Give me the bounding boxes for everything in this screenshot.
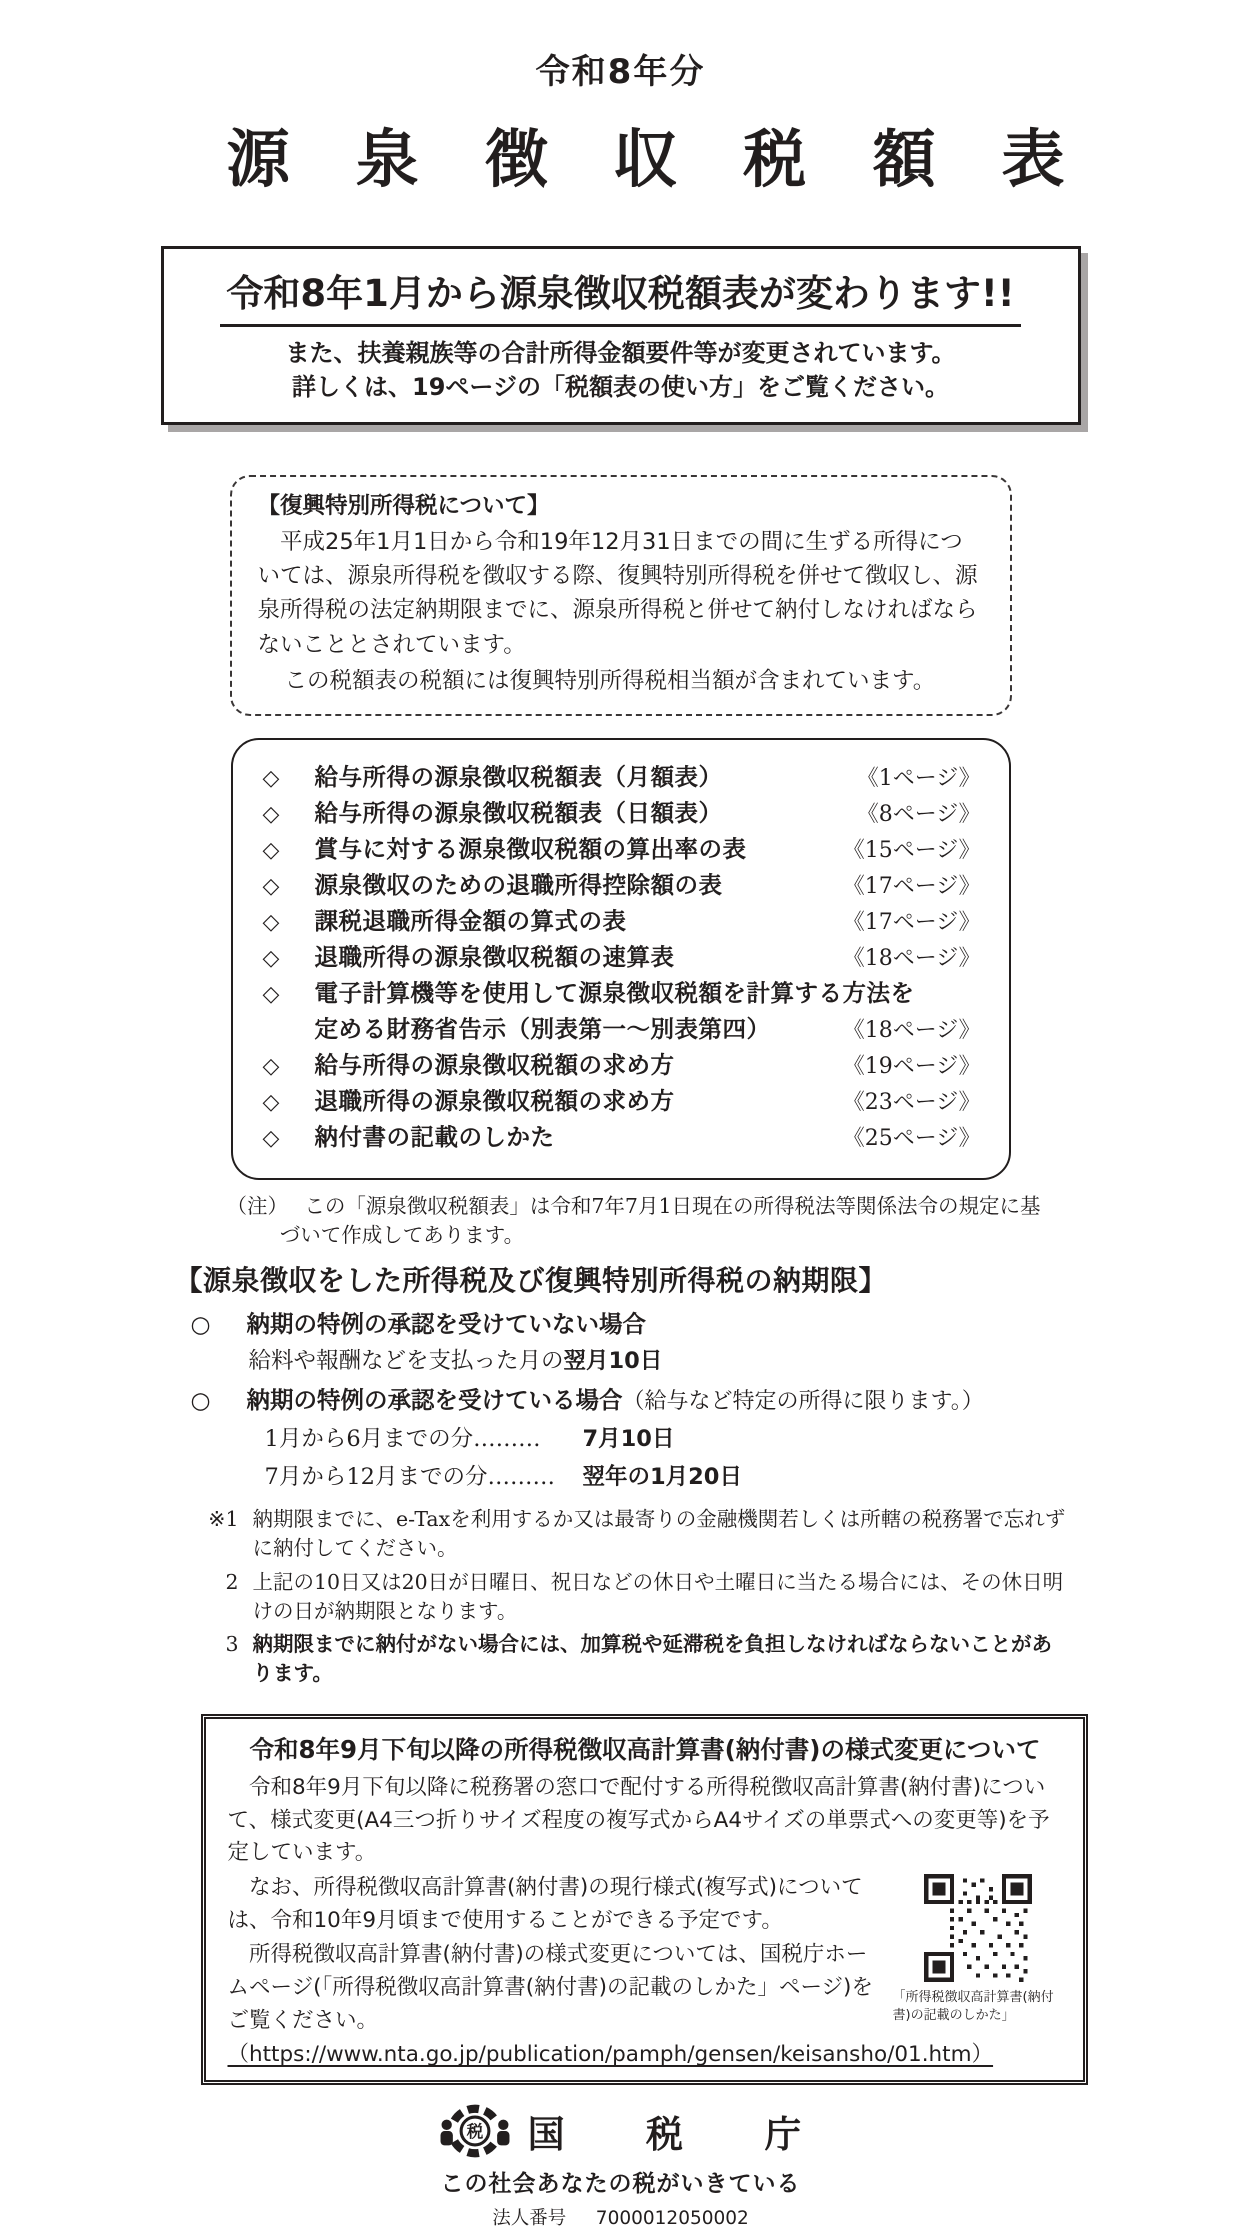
diamond-bullet-icon: ◇: [262, 981, 280, 1007]
change-notice-box: [161, 246, 1081, 425]
toc-label: 電子計算機等を使用して源泉徴収税額を計算する方法を: [314, 978, 915, 1007]
schedule2-period: 7月から12月までの分………: [264, 1464, 555, 1491]
svg-text:税: 税: [466, 2122, 483, 2142]
diamond-bullet-icon: ◇: [262, 837, 280, 863]
toc-row: [263, 1084, 981, 1120]
toc-page-number: 《18ページ》: [842, 945, 981, 971]
format-change-para3: 所得税徴収高計算書(納付書)の様式変更については、国税庁ホームページ(「所得税徴収高計算書(納付書)の記載のしかた」ページ)をご覧ください。: [227, 1942, 873, 2033]
format-change-para1: 令和8年9月下旬以降に税務署の窓口で配付する所得税徴収高計算書(納付書)について、様式変更(A4三つ折りサイズ程度の複写式からA4サイズの単票式への変更等)を予定しています。: [227, 1774, 1050, 1866]
case2-schedule1: [265, 1421, 1081, 1453]
toc-row: [263, 1012, 981, 1048]
diamond-bullet-icon: ◇: [262, 1053, 280, 1079]
diamond-bullet-icon: ◇: [262, 1089, 280, 1115]
change-notice-line2: 詳しくは、19ページの「税額表の使い方」をご覧ください。: [292, 373, 949, 402]
qr-code-icon: [924, 1874, 1032, 1982]
deadline-case2: [191, 1381, 1081, 1415]
agency-name: 国税庁: [527, 2111, 883, 2156]
table-of-contents: [231, 738, 1011, 1180]
toc-row: [263, 832, 981, 868]
toc-page-number: 《25ページ》: [842, 1125, 981, 1151]
toc-row: [263, 1048, 981, 1084]
toc-label: 源泉徴収のための退職所得控除額の表: [314, 870, 723, 899]
toc-row: [263, 760, 981, 796]
format-change-para2: なお、所得税徴収高計算書(納付書)の現行様式(複写式)については、令和10年9月頃まで使用することができる予定です。: [227, 1874, 863, 1933]
case2-label-note: （給与など特定の所得に限ります。）: [622, 1389, 984, 1415]
deadline-note: [177, 1630, 1067, 1688]
toc-label: 納付書の記載のしかた: [314, 1122, 555, 1151]
year-label: 令和8年分: [535, 52, 706, 92]
deadline-section: [161, 1259, 1081, 1688]
note-marker: 2: [225, 1569, 239, 1594]
case1-label: 納期の特例の承認を受けていない場合: [246, 1310, 646, 1339]
deadline-note: [177, 1505, 1067, 1563]
format-change-box: [201, 1714, 1088, 2085]
deadline-note: [177, 1568, 1067, 1626]
toc-row: [263, 868, 981, 904]
case1-detail-text: 給料や報酬などを支払った月の: [248, 1348, 564, 1375]
case2-label: 納期の特例の承認を受けている場合: [246, 1386, 623, 1415]
toc-page-number: 《19ページ》: [842, 1053, 981, 1079]
circle-bullet-icon: ○: [190, 1312, 211, 1339]
special-tax-title: 【復興特別所得税について】: [257, 492, 550, 519]
toc-footnote: [227, 1192, 1060, 1249]
toc-page-number: 《23ページ》: [842, 1089, 981, 1115]
toc-label: 退職所得の源泉徴収税額の速算表: [314, 942, 675, 971]
deadline-title: 【源泉徴収をした所得税及び復興特別所得税の納期限】: [174, 1264, 888, 1298]
diamond-bullet-icon: ◇: [262, 1125, 280, 1151]
schedule2-date: 翌年の1月20日: [582, 1464, 742, 1491]
toc-label: 給与所得の源泉徴収税額の求め方: [314, 1050, 675, 1079]
note-text: この「源泉徴収税額表」は令和7年7月1日現在の所得税法等関係法令の規定に基づいて作成してあります。: [279, 1193, 1041, 1247]
note-marker: 3: [225, 1631, 239, 1656]
toc-row: [263, 976, 981, 1012]
toc-page-number: 《17ページ》: [842, 873, 981, 899]
agency-slogan: この社会あなたの税がいきている: [440, 2170, 801, 2197]
diamond-bullet-icon: ◇: [262, 765, 280, 791]
toc-row: [263, 796, 981, 832]
page-content: [161, 0, 1131, 2230]
deadline-case1: [191, 1305, 1081, 1339]
toc-row: [263, 940, 981, 976]
nta-url-link[interactable]: （https://www.nta.go.jp/publication/pamph/gensen/keisansho/01.htm）: [227, 2042, 994, 2068]
toc-page-number: 《15ページ》: [842, 837, 981, 863]
qr-caption: 「所得税徴収高計算書(納付書)の記載のしかた」: [892, 1989, 1054, 2023]
corporate-number-label: 法人番号: [492, 2207, 567, 2229]
page-title: 源泉徴収税額表: [226, 123, 1131, 196]
special-reconstruction-tax-box: [230, 475, 1012, 716]
toc-label: 課税退職所得金額の算式の表: [314, 906, 627, 935]
nta-logo-icon: [440, 2103, 510, 2159]
case2-schedule2: [265, 1459, 1081, 1491]
toc-label: 給与所得の源泉徴収税額表（日額表）: [314, 798, 723, 827]
note-body: 上記の10日又は20日が日曜日、祝日などの休日や土曜日に当たる場合には、その休日明けの日が納期限となります。: [252, 1569, 1064, 1623]
format-change-title: 令和8年9月下旬以降の所得税徴収高計算書(納付書)の様式変更について: [249, 1734, 1041, 1764]
toc-page-number: 《18ページ》: [842, 1017, 981, 1043]
toc-label: 賞与に対する源泉徴収税額の算出率の表: [314, 834, 747, 863]
special-tax-para2: この税額表の税額には復興特別所得税相当額が含まれています。: [284, 667, 936, 694]
diamond-bullet-icon: ◇: [262, 873, 280, 899]
change-notice-line1: また、扶養親族等の合計所得金額要件等が変更されています。: [285, 339, 956, 367]
diamond-bullet-icon: ◇: [262, 945, 280, 971]
toc-page-number: 《17ページ》: [842, 909, 981, 935]
schedule1-period: 1月から6月までの分………: [264, 1426, 541, 1453]
note-body: 納期限までに納付がない場合には、加算税や延滞税を負担しなければならないことがあります。: [252, 1631, 1052, 1685]
schedule1-date: 7月10日: [582, 1426, 675, 1453]
note-marker: （注）: [226, 1193, 288, 1218]
note-marker: ※1: [208, 1507, 239, 1532]
change-notice-headline: 令和8年1月から源泉徴収税額表が変わります!!: [220, 263, 1020, 327]
footer: [161, 2103, 1081, 2230]
toc-row: [263, 1120, 981, 1156]
deadline-notes: [177, 1505, 1067, 1688]
agency-line: [161, 2103, 1081, 2159]
toc-label: 給与所得の源泉徴収税額表（月額表）: [314, 762, 723, 791]
toc-page-number: 《1ページ》: [856, 765, 981, 791]
diamond-bullet-icon: ◇: [262, 801, 280, 827]
special-tax-para1: 平成25年1月1日から令和19年12月31日までの間に生ずる所得については、源泉所得税を徴収する際、復興特別所得税を併せて徴収し、源泉所得税の法定納期限までに、源泉所得税と併せて納付しなければならないこととされています。: [257, 528, 978, 658]
circle-bullet-icon: ○: [190, 1388, 211, 1415]
toc-row: [263, 904, 981, 940]
note-body: 納期限までに、e-Taxを利用するか又は最寄りの金融機関若しくは所轄の税務署で忘れずに納付してください。: [252, 1507, 1066, 1561]
toc-label: 退職所得の源泉徴収税額の求め方: [314, 1086, 675, 1115]
toc-page-number: 《8ページ》: [856, 801, 981, 827]
case1-detail: [249, 1343, 1081, 1375]
corporate-number-value: 7000012050002: [595, 2207, 749, 2229]
corporate-number-line: [161, 2204, 1081, 2230]
toc-label: 定める財務省告示（別表第一～別表第四）: [314, 1014, 771, 1043]
diamond-bullet-icon: ◇: [262, 909, 280, 935]
case1-detail-date: 翌月10日: [563, 1348, 663, 1375]
qr-block: [893, 1874, 1063, 2024]
